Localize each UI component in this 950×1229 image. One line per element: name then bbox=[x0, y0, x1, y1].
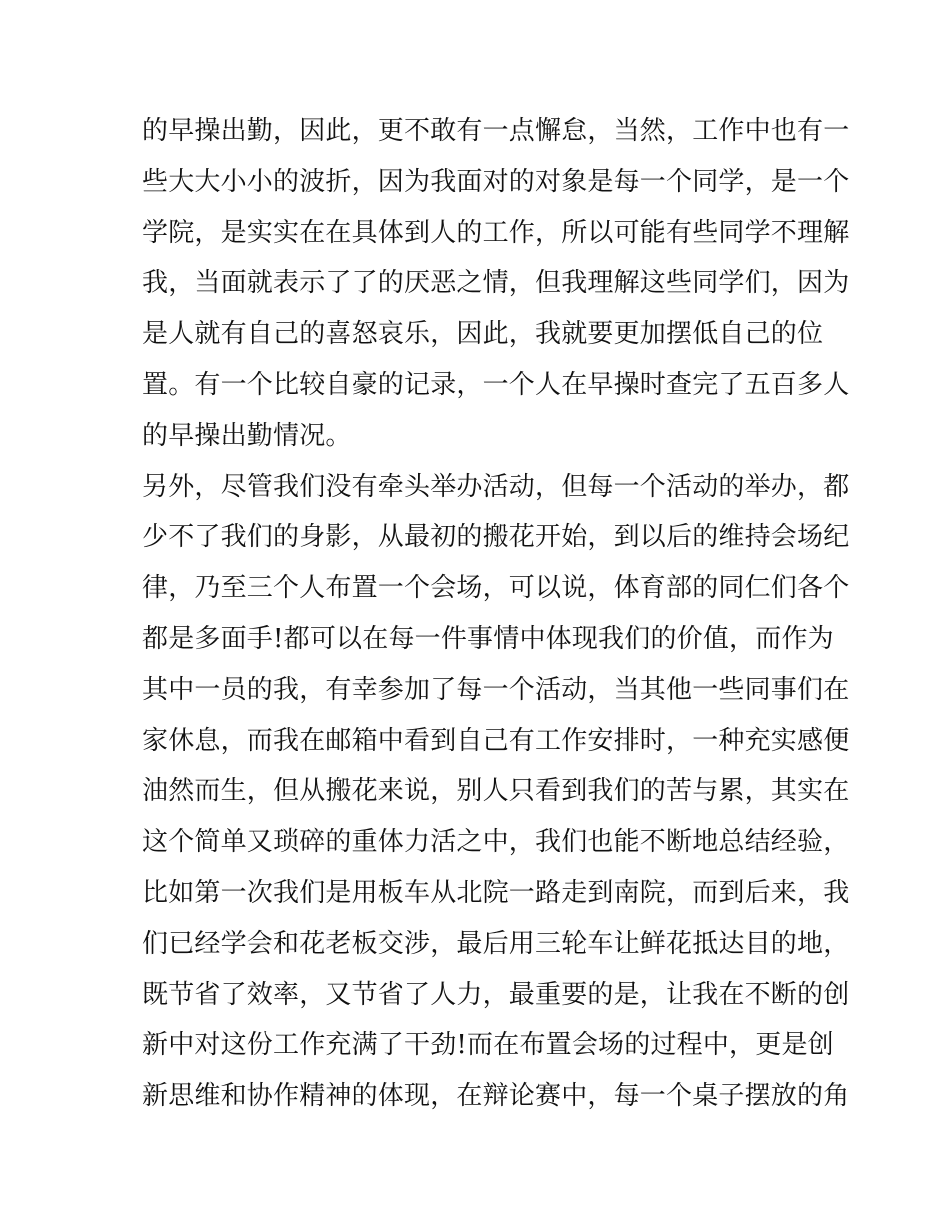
text-line: 律，乃至三个人布置一个会场，可以说，体育部的同仁们各个 bbox=[142, 573, 850, 604]
text-line: 既节省了效率，又节省了人力，最重要的是，让我在不断的创 bbox=[142, 979, 850, 1010]
text-line: 学院，是实实在在具体到人的工作，所以可能有些同学不理解 bbox=[142, 217, 850, 248]
text-line: 新中对这份工作充满了干劲!而在布置会场的过程中，更是创 bbox=[142, 1030, 834, 1061]
text-line: 另外，尽管我们没有牵头举办活动，但每一个活动的举办，都 bbox=[142, 471, 850, 502]
text-line: 的早操出勤情况。 bbox=[142, 420, 352, 451]
text-line: 的早操出勤，因此，更不敢有一点懈怠，当然，工作中也有一 bbox=[142, 116, 850, 146]
text-line: 家休息，而我在邮箱中看到自己有工作安排时，一种充实感便 bbox=[142, 725, 850, 756]
text-line: 置。有一个比较自豪的记录，一个人在早操时查完了五百多人 bbox=[142, 369, 850, 400]
text-line: 其中一员的我，有幸参加了每一个活动，当其他一些同事们在 bbox=[142, 674, 850, 705]
text-line: 都是多面手!都可以在每一件事情中体现我们的价值，而作为 bbox=[142, 623, 834, 654]
text-line: 是人就有自己的喜怒哀乐，因此，我就要更加摆低自己的位 bbox=[142, 319, 824, 350]
text-line: 油然而生，但从搬花来说，别人只看到我们的苦与累，其实在 bbox=[142, 776, 850, 807]
text-line: 少不了我们的身影，从最初的搬花开始，到以后的维持会场纪 bbox=[142, 522, 850, 553]
text-line: 比如第一次我们是用板车从北院一路走到南院，而到后来，我 bbox=[142, 877, 850, 908]
text-line: 我，当面就表示了了的厌恶之情，但我理解这些同学们，因为 bbox=[142, 268, 850, 299]
text-line: 新思维和协作精神的体现，在辩论赛中，每一个桌子摆放的角 bbox=[142, 1081, 850, 1112]
text-line: 这个简单又琐碎的重体力活之中，我们也能不断地总结经验， bbox=[142, 827, 850, 858]
body-text bbox=[142, 106, 850, 1122]
text-line: 们已经学会和花老板交涉，最后用三轮车让鲜花抵达目的地， bbox=[142, 928, 850, 959]
text-line: 些大大小小的波折，因为我面对的对象是每一个同学，是一个 bbox=[142, 166, 850, 197]
